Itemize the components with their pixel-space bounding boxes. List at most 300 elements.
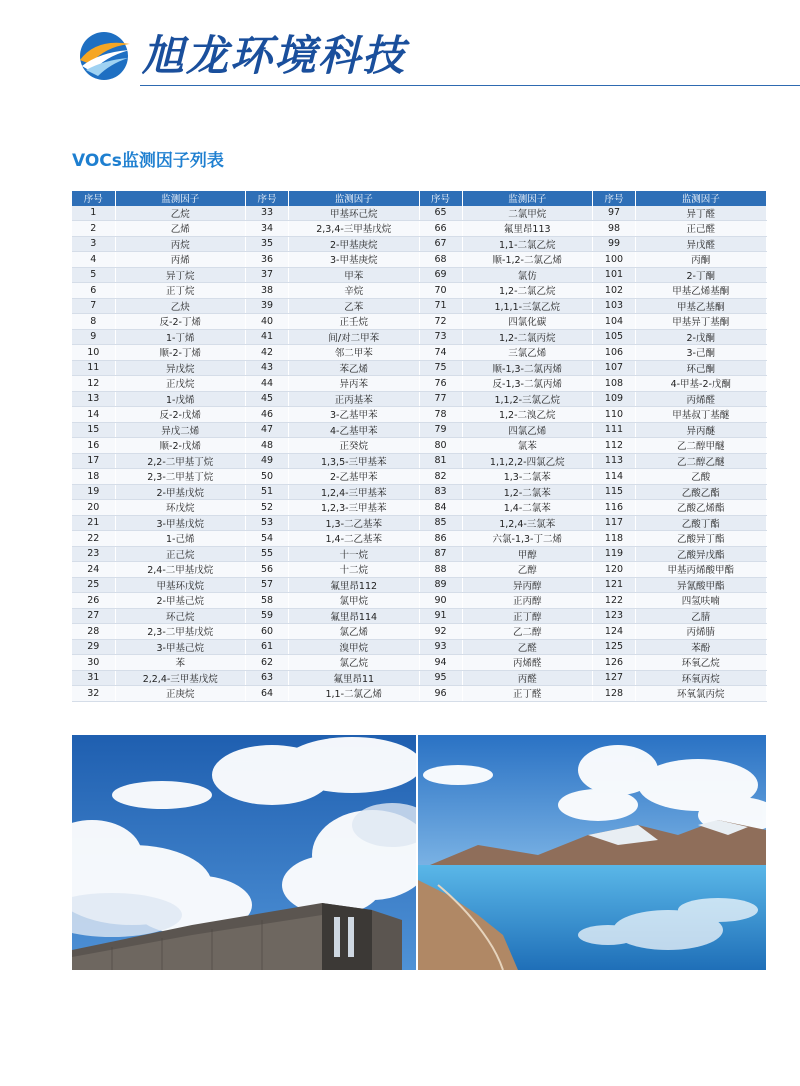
factor-name-cell: 环戊烷 <box>115 500 246 516</box>
factor-number-cell: 16 <box>72 438 115 454</box>
factor-name-cell: 正丙基苯 <box>289 391 420 407</box>
table-row <box>72 252 766 268</box>
factor-number-cell: 32 <box>72 686 115 702</box>
factor-number-cell: 86 <box>419 531 462 547</box>
factor-number-cell: 127 <box>593 670 636 686</box>
factor-name-cell: 2-丁酮 <box>636 267 767 283</box>
factor-number-cell: 23 <box>72 546 115 562</box>
factor-name-cell: 1,4-二氯苯 <box>462 500 593 516</box>
factor-name-cell: 六氯-1,3-丁二烯 <box>462 531 593 547</box>
factor-number-cell: 19 <box>72 484 115 500</box>
factor-number-cell: 104 <box>593 314 636 330</box>
factor-number-cell: 69 <box>419 267 462 283</box>
factor-name-cell: 3-己酮 <box>636 345 767 361</box>
factor-name-cell: 甲基环戊烷 <box>115 577 246 593</box>
factor-number-cell: 101 <box>593 267 636 283</box>
factor-number-cell: 61 <box>246 639 289 655</box>
factor-name-cell: 间/对二甲苯 <box>289 329 420 345</box>
factor-number-cell: 49 <box>246 453 289 469</box>
table-body <box>72 206 766 702</box>
factor-number-cell: 43 <box>246 360 289 376</box>
factor-number-cell: 107 <box>593 360 636 376</box>
table-row <box>72 345 766 361</box>
factor-number-cell: 25 <box>72 577 115 593</box>
factor-name-cell: 甲基乙基酮 <box>636 298 767 314</box>
factor-name-cell: 3-乙基甲苯 <box>289 407 420 423</box>
factor-name-cell: 乙苯 <box>289 298 420 314</box>
factor-number-cell: 109 <box>593 391 636 407</box>
table-row <box>72 469 766 485</box>
factor-name-cell: 邻二甲苯 <box>289 345 420 361</box>
factor-number-cell: 82 <box>419 469 462 485</box>
factor-number-cell: 83 <box>419 484 462 500</box>
factor-name-cell: 四氯化碳 <box>462 314 593 330</box>
factor-number-cell: 51 <box>246 484 289 500</box>
factor-number-cell: 120 <box>593 562 636 578</box>
factor-number-cell: 98 <box>593 221 636 237</box>
factor-name-cell: 四氯乙烯 <box>462 422 593 438</box>
factor-number-cell: 58 <box>246 593 289 609</box>
column-header-number: 序号 <box>72 191 115 206</box>
factor-number-cell: 64 <box>246 686 289 702</box>
factor-name-cell: 甲醇 <box>462 546 593 562</box>
table-row <box>72 360 766 376</box>
factor-name-cell: 氯仿 <box>462 267 593 283</box>
factor-number-cell: 63 <box>246 670 289 686</box>
factor-number-cell: 44 <box>246 376 289 392</box>
factor-number-cell: 95 <box>419 670 462 686</box>
factor-name-cell: 乙酸丁酯 <box>636 515 767 531</box>
factor-number-cell: 4 <box>72 252 115 268</box>
factor-number-cell: 122 <box>593 593 636 609</box>
table-row <box>72 236 766 252</box>
factor-name-cell: 2-乙基甲苯 <box>289 469 420 485</box>
factor-number-cell: 88 <box>419 562 462 578</box>
factor-name-cell: 1,2-二氯乙烷 <box>462 283 593 299</box>
factor-name-cell: 正丁烷 <box>115 283 246 299</box>
factor-name-cell: 甲基异丁基酮 <box>636 314 767 330</box>
factor-number-cell: 54 <box>246 531 289 547</box>
factor-name-cell: 1-己烯 <box>115 531 246 547</box>
factor-number-cell: 78 <box>419 407 462 423</box>
factor-name-cell: 2,4-二甲基戊烷 <box>115 562 246 578</box>
factor-name-cell: 异戊烷 <box>115 360 246 376</box>
brand-title: 旭龙环境科技 <box>142 31 407 80</box>
factor-name-cell: 异氰酸甲酯 <box>636 577 767 593</box>
factor-name-cell: 溴甲烷 <box>289 639 420 655</box>
factor-number-cell: 128 <box>593 686 636 702</box>
factor-name-cell: 正己醛 <box>636 221 767 237</box>
vocs-factor-table <box>72 191 767 702</box>
section-title: VOCs监测因子列表 <box>72 151 224 171</box>
factor-number-cell: 123 <box>593 608 636 624</box>
factor-number-cell: 35 <box>246 236 289 252</box>
factor-name-cell: 四氢呋喃 <box>636 593 767 609</box>
factor-number-cell: 112 <box>593 438 636 454</box>
factor-name-cell: 2,3,4-三甲基戊烷 <box>289 221 420 237</box>
factor-name-cell: 1,1,2,2-四氯乙烷 <box>462 453 593 469</box>
column-header-number: 序号 <box>246 191 289 206</box>
factor-name-cell: 苯酚 <box>636 639 767 655</box>
factor-name-cell: 顺-1,3-二氯丙烯 <box>462 360 593 376</box>
factor-number-cell: 67 <box>419 236 462 252</box>
factor-name-cell: 正丙醇 <box>462 593 593 609</box>
factor-number-cell: 21 <box>72 515 115 531</box>
factor-number-cell: 115 <box>593 484 636 500</box>
factor-name-cell: 2-戊酮 <box>636 329 767 345</box>
factor-number-cell: 5 <box>72 267 115 283</box>
factor-name-cell: 甲基叔丁基醚 <box>636 407 767 423</box>
factor-number-cell: 102 <box>593 283 636 299</box>
table-row <box>72 314 766 330</box>
factor-number-cell: 114 <box>593 469 636 485</box>
factor-name-cell: 3-甲基庚烷 <box>289 252 420 268</box>
factor-number-cell: 72 <box>419 314 462 330</box>
factor-number-cell: 96 <box>419 686 462 702</box>
factor-number-cell: 71 <box>419 298 462 314</box>
factor-name-cell: 乙烯 <box>115 221 246 237</box>
factor-number-cell: 27 <box>72 608 115 624</box>
factor-number-cell: 31 <box>72 670 115 686</box>
factor-number-cell: 8 <box>72 314 115 330</box>
factor-number-cell: 18 <box>72 469 115 485</box>
factor-name-cell: 3-甲基戊烷 <box>115 515 246 531</box>
table-row <box>72 624 766 640</box>
factor-number-cell: 36 <box>246 252 289 268</box>
factor-name-cell: 异丁烷 <box>115 267 246 283</box>
factor-name-cell: 环氧氯丙烷 <box>636 686 767 702</box>
factor-name-cell: 反-2-丁烯 <box>115 314 246 330</box>
factor-number-cell: 118 <box>593 531 636 547</box>
factor-name-cell: 异戊醛 <box>636 236 767 252</box>
factor-number-cell: 119 <box>593 546 636 562</box>
factor-number-cell: 14 <box>72 407 115 423</box>
factor-name-cell: 2-甲基戊烷 <box>115 484 246 500</box>
factor-name-cell: 1,2-二氯丙烷 <box>462 329 593 345</box>
factor-name-cell: 1,2-二氯苯 <box>462 484 593 500</box>
factor-name-cell: 正庚烷 <box>115 686 246 702</box>
factor-name-cell: 1,3-二氯苯 <box>462 469 593 485</box>
factor-name-cell: 1,1,1-三氯乙烷 <box>462 298 593 314</box>
factor-name-cell: 2,2,4-三甲基戊烷 <box>115 670 246 686</box>
factor-name-cell: 1,4-二乙基苯 <box>289 531 420 547</box>
factor-number-cell: 47 <box>246 422 289 438</box>
factor-number-cell: 2 <box>72 221 115 237</box>
factor-name-cell: 丙醛 <box>462 670 593 686</box>
table-row <box>72 206 766 221</box>
table-row <box>72 221 766 237</box>
factor-name-cell: 丙烯醛 <box>462 655 593 671</box>
table-row <box>72 531 766 547</box>
factor-name-cell: 乙二醇甲醚 <box>636 438 767 454</box>
factor-number-cell: 29 <box>72 639 115 655</box>
factor-name-cell: 氟里昂114 <box>289 608 420 624</box>
factor-number-cell: 85 <box>419 515 462 531</box>
factor-name-cell: 辛烷 <box>289 283 420 299</box>
factor-name-cell: 苯 <box>115 655 246 671</box>
factor-name-cell: 丙酮 <box>636 252 767 268</box>
factor-name-cell: 4-乙基甲苯 <box>289 422 420 438</box>
factor-name-cell: 乙酸 <box>636 469 767 485</box>
factor-number-cell: 52 <box>246 500 289 516</box>
table-header-row <box>72 191 766 206</box>
column-header-number: 序号 <box>419 191 462 206</box>
factor-name-cell: 1,2-二溴乙烷 <box>462 407 593 423</box>
factor-number-cell: 55 <box>246 546 289 562</box>
factor-name-cell: 2-甲基庚烷 <box>289 236 420 252</box>
factor-number-cell: 84 <box>419 500 462 516</box>
table-row <box>72 376 766 392</box>
factor-name-cell: 异丙醚 <box>636 422 767 438</box>
factor-number-cell: 3 <box>72 236 115 252</box>
factor-name-cell: 乙炔 <box>115 298 246 314</box>
factor-name-cell: 正癸烷 <box>289 438 420 454</box>
factor-number-cell: 80 <box>419 438 462 454</box>
factor-name-cell: 顺-1,2-二氯乙烯 <box>462 252 593 268</box>
factor-number-cell: 94 <box>419 655 462 671</box>
factor-number-cell: 73 <box>419 329 462 345</box>
factor-number-cell: 40 <box>246 314 289 330</box>
factor-name-cell: 正丁醛 <box>462 686 593 702</box>
table-row <box>72 298 766 314</box>
factor-number-cell: 62 <box>246 655 289 671</box>
factor-number-cell: 111 <box>593 422 636 438</box>
factor-name-cell: 乙酸异戊酯 <box>636 546 767 562</box>
factor-number-cell: 79 <box>419 422 462 438</box>
factor-name-cell: 1-丁烯 <box>115 329 246 345</box>
table-row <box>72 515 766 531</box>
factor-number-cell: 126 <box>593 655 636 671</box>
factor-name-cell: 异丙醇 <box>462 577 593 593</box>
factor-name-cell: 异丙苯 <box>289 376 420 392</box>
factor-name-cell: 4-甲基-2-戊酮 <box>636 376 767 392</box>
factor-number-cell: 65 <box>419 206 462 221</box>
factor-name-cell: 氯甲烷 <box>289 593 420 609</box>
factor-number-cell: 11 <box>72 360 115 376</box>
factor-number-cell: 89 <box>419 577 462 593</box>
factor-number-cell: 26 <box>72 593 115 609</box>
factor-number-cell: 121 <box>593 577 636 593</box>
factor-number-cell: 15 <box>72 422 115 438</box>
factor-number-cell: 68 <box>419 252 462 268</box>
factor-number-cell: 17 <box>72 453 115 469</box>
factor-number-cell: 106 <box>593 345 636 361</box>
table-row <box>72 407 766 423</box>
factor-name-cell: 正戊烷 <box>115 376 246 392</box>
table-row <box>72 608 766 624</box>
table-row <box>72 562 766 578</box>
factor-number-cell: 105 <box>593 329 636 345</box>
column-header-factor: 监测因子 <box>115 191 246 206</box>
factor-number-cell: 45 <box>246 391 289 407</box>
factor-number-cell: 108 <box>593 376 636 392</box>
factor-number-cell: 24 <box>72 562 115 578</box>
table-row <box>72 577 766 593</box>
factor-name-cell: 丙烯腈 <box>636 624 767 640</box>
factor-name-cell: 环己酮 <box>636 360 767 376</box>
factor-number-cell: 39 <box>246 298 289 314</box>
table-row <box>72 438 766 454</box>
table-row <box>72 500 766 516</box>
factor-name-cell: 3-甲基己烷 <box>115 639 246 655</box>
factor-number-cell: 99 <box>593 236 636 252</box>
factor-number-cell: 92 <box>419 624 462 640</box>
factor-number-cell: 70 <box>419 283 462 299</box>
sky-building-photo <box>72 735 416 970</box>
factor-number-cell: 100 <box>593 252 636 268</box>
factor-name-cell: 正己烷 <box>115 546 246 562</box>
factor-number-cell: 91 <box>419 608 462 624</box>
factor-name-cell: 反-1,3-二氯丙烯 <box>462 376 593 392</box>
factor-name-cell: 1,1-二氯乙烷 <box>462 236 593 252</box>
factor-name-cell: 丙烯 <box>115 252 246 268</box>
factor-number-cell: 53 <box>246 515 289 531</box>
table-row <box>72 546 766 562</box>
factor-name-cell: 顺-2-丁烯 <box>115 345 246 361</box>
factor-name-cell: 1,2,4-三氯苯 <box>462 515 593 531</box>
factor-name-cell: 氟里昂11 <box>289 670 420 686</box>
factor-number-cell: 113 <box>593 453 636 469</box>
factor-name-cell: 正丁醇 <box>462 608 593 624</box>
factor-name-cell: 异丁醛 <box>636 206 767 221</box>
factor-name-cell: 乙醛 <box>462 639 593 655</box>
factor-number-cell: 90 <box>419 593 462 609</box>
table-row <box>72 484 766 500</box>
swoosh-logo-icon <box>76 30 132 82</box>
factor-name-cell: 环己烷 <box>115 608 246 624</box>
factor-name-cell: 1,1,2-三氯乙烷 <box>462 391 593 407</box>
factor-name-cell: 顺-2-戊烯 <box>115 438 246 454</box>
factor-number-cell: 6 <box>72 283 115 299</box>
table-row <box>72 329 766 345</box>
factor-name-cell: 甲基丙烯酸甲酯 <box>636 562 767 578</box>
factor-number-cell: 117 <box>593 515 636 531</box>
factor-number-cell: 38 <box>246 283 289 299</box>
factor-number-cell: 57 <box>246 577 289 593</box>
page-header <box>0 0 800 90</box>
factor-number-cell: 74 <box>419 345 462 361</box>
factor-number-cell: 48 <box>246 438 289 454</box>
factor-name-cell: 1,1-二氯乙烯 <box>289 686 420 702</box>
factor-name-cell: 2,3-二甲基丁烷 <box>115 469 246 485</box>
factor-number-cell: 41 <box>246 329 289 345</box>
factor-number-cell: 59 <box>246 608 289 624</box>
factor-name-cell: 乙酸乙烯酯 <box>636 500 767 516</box>
factor-name-cell: 2,3-二甲基戊烷 <box>115 624 246 640</box>
factor-name-cell: 乙烷 <box>115 206 246 221</box>
factor-name-cell: 二氯甲烷 <box>462 206 593 221</box>
header-divider <box>140 85 800 86</box>
factor-name-cell: 异戊二烯 <box>115 422 246 438</box>
factor-number-cell: 93 <box>419 639 462 655</box>
factor-number-cell: 103 <box>593 298 636 314</box>
factor-name-cell: 反-2-戊烯 <box>115 407 246 423</box>
factor-name-cell: 2-甲基己烷 <box>115 593 246 609</box>
factor-name-cell: 氟里昂113 <box>462 221 593 237</box>
factor-number-cell: 22 <box>72 531 115 547</box>
factor-number-cell: 87 <box>419 546 462 562</box>
factor-name-cell: 1,2,4-三甲基苯 <box>289 484 420 500</box>
factor-name-cell: 1,3-二乙基苯 <box>289 515 420 531</box>
factor-name-cell: 1-戊烯 <box>115 391 246 407</box>
factor-number-cell: 81 <box>419 453 462 469</box>
table-row <box>72 453 766 469</box>
factor-name-cell: 十二烷 <box>289 562 420 578</box>
factor-number-cell: 42 <box>246 345 289 361</box>
factor-name-cell: 环氧丙烷 <box>636 670 767 686</box>
factor-name-cell: 丙烷 <box>115 236 246 252</box>
factor-number-cell: 10 <box>72 345 115 361</box>
factor-name-cell: 2,2-二甲基丁烷 <box>115 453 246 469</box>
table-row <box>72 422 766 438</box>
factor-number-cell: 9 <box>72 329 115 345</box>
factor-name-cell: 甲基环己烷 <box>289 206 420 221</box>
factor-name-cell: 乙腈 <box>636 608 767 624</box>
factor-number-cell: 30 <box>72 655 115 671</box>
factor-number-cell: 76 <box>419 376 462 392</box>
factor-name-cell: 环氧乙烷 <box>636 655 767 671</box>
factor-number-cell: 116 <box>593 500 636 516</box>
table-row <box>72 686 766 702</box>
factor-name-cell: 乙二醇乙醚 <box>636 453 767 469</box>
factor-number-cell: 66 <box>419 221 462 237</box>
factor-number-cell: 50 <box>246 469 289 485</box>
factor-number-cell: 28 <box>72 624 115 640</box>
factor-name-cell: 十一烷 <box>289 546 420 562</box>
table-row <box>72 283 766 299</box>
column-header-number: 序号 <box>593 191 636 206</box>
factor-number-cell: 110 <box>593 407 636 423</box>
factor-number-cell: 125 <box>593 639 636 655</box>
factor-number-cell: 46 <box>246 407 289 423</box>
column-header-factor: 监测因子 <box>462 191 593 206</box>
column-header-factor: 监测因子 <box>289 191 420 206</box>
factor-number-cell: 34 <box>246 221 289 237</box>
factor-number-cell: 1 <box>72 206 115 221</box>
factor-number-cell: 77 <box>419 391 462 407</box>
table-row <box>72 391 766 407</box>
factor-name-cell: 甲苯 <box>289 267 420 283</box>
factor-number-cell: 56 <box>246 562 289 578</box>
factor-name-cell: 乙酸乙酯 <box>636 484 767 500</box>
factor-name-cell: 丙烯醛 <box>636 391 767 407</box>
table-row <box>72 267 766 283</box>
factor-number-cell: 75 <box>419 360 462 376</box>
factor-name-cell: 1,3,5-三甲基苯 <box>289 453 420 469</box>
factor-name-cell: 甲基乙烯基酮 <box>636 283 767 299</box>
factor-name-cell: 氟里昂112 <box>289 577 420 593</box>
factor-name-cell: 氯乙烯 <box>289 624 420 640</box>
factor-name-cell: 苯乙烯 <box>289 360 420 376</box>
factor-number-cell: 37 <box>246 267 289 283</box>
factor-name-cell: 乙二醇 <box>462 624 593 640</box>
factor-number-cell: 60 <box>246 624 289 640</box>
column-header-factor: 监测因子 <box>636 191 767 206</box>
table-row <box>72 639 766 655</box>
factor-number-cell: 13 <box>72 391 115 407</box>
table-row <box>72 655 766 671</box>
factor-name-cell: 氯乙烷 <box>289 655 420 671</box>
factor-name-cell: 氯苯 <box>462 438 593 454</box>
factor-number-cell: 12 <box>72 376 115 392</box>
factor-name-cell: 正壬烷 <box>289 314 420 330</box>
factor-name-cell: 三氯乙烯 <box>462 345 593 361</box>
factor-number-cell: 97 <box>593 206 636 221</box>
factor-name-cell: 1,2,3-三甲基苯 <box>289 500 420 516</box>
factor-number-cell: 124 <box>593 624 636 640</box>
mountain-lake-photo <box>418 735 766 970</box>
factor-number-cell: 20 <box>72 500 115 516</box>
